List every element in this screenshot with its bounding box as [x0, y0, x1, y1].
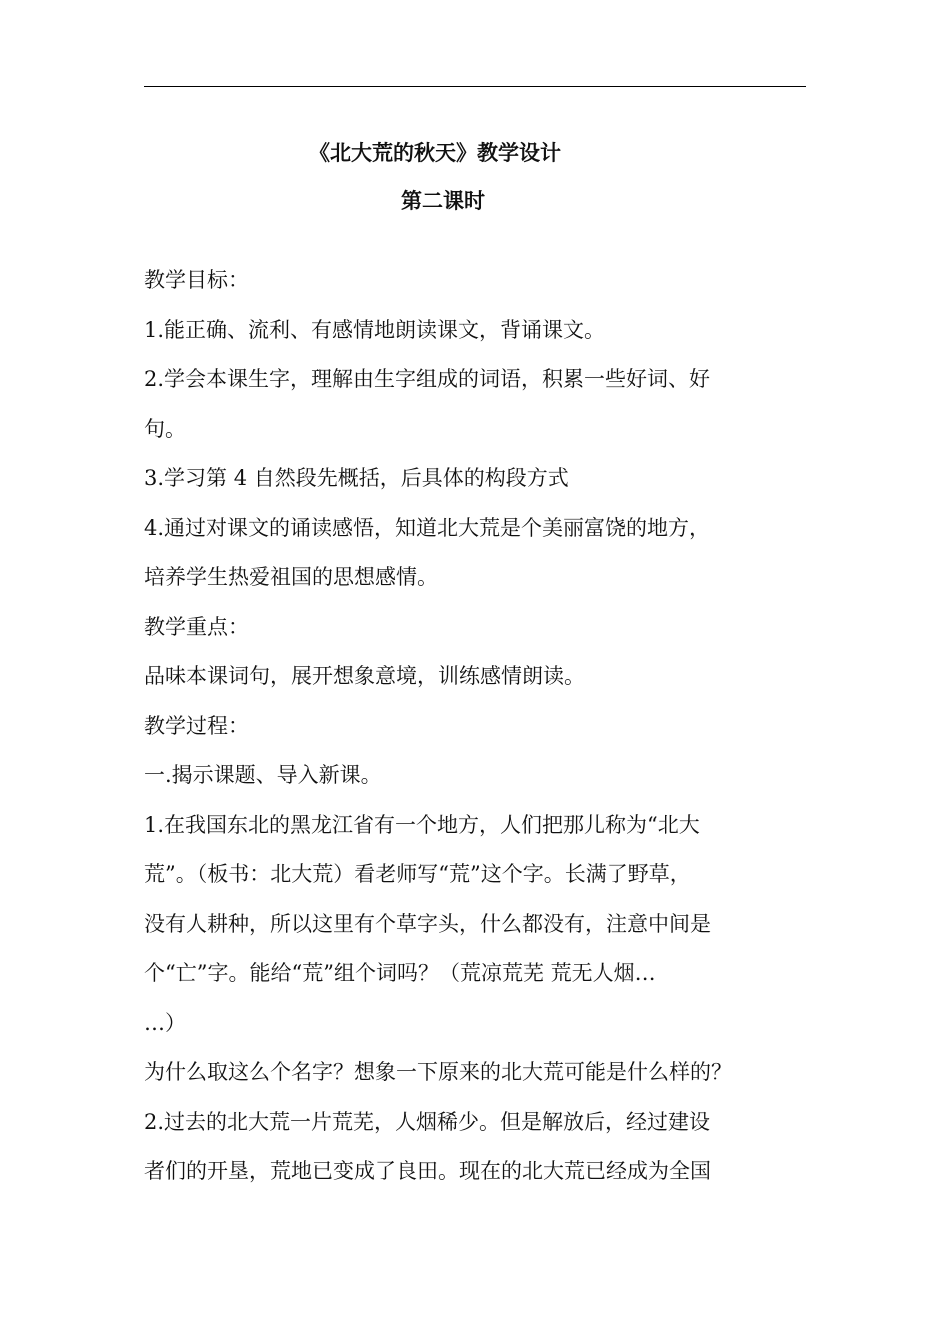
paragraph-line: 荒”。（板书：北大荒）看老师写“荒”这个字。长满了野草， — [144, 862, 691, 886]
paragraph-line: 2.过去的北大荒一片荒芜，人烟稀少。但是解放后，经过建设 — [144, 1109, 711, 1134]
section-heading-key-points: 教学重点： — [144, 614, 249, 639]
paragraph-line: 为什么取这么个名字？想象一下原来的北大荒可能是什么样的？ — [144, 1060, 732, 1084]
section-heading-process: 教学过程： — [144, 713, 249, 738]
process-step-1-heading: 一.揭示课题、导入新课。 — [144, 763, 382, 787]
objective-4: 4.通过对课文的诵读感悟，知道北大荒是个美丽富饶的地方， — [144, 515, 711, 540]
document-title: 《北大荒的秋天》教学设计 — [309, 141, 561, 165]
paragraph-line: 没有人耕种，所以这里有个草字头，什么都没有，注意中间是 — [144, 911, 711, 936]
header-rule — [144, 86, 806, 87]
objective-1: 1.能正确、流利、有感情地朗读课文，背诵课文。 — [144, 317, 606, 342]
paragraph-line: 个“亡”字。能给“荒”组个词吗？（荒凉荒芜 荒无人烟… — [144, 961, 656, 985]
paragraph-line: …） — [144, 1010, 186, 1035]
paragraph-line: 1.在我国东北的黑龙江省有一个地方，人们把那儿称为“北大 — [144, 812, 700, 837]
objective-2-continued: 句。 — [144, 416, 186, 441]
objective-4-continued: 培养学生热爱祖国的思想感情。 — [144, 565, 438, 589]
objective-2: 2.学会本课生字，理解由生字组成的词语，积累一些好词、好 — [144, 367, 711, 391]
paragraph-line: 者们的开垦，荒地已变成了良田。现在的北大荒已经成为全国 — [144, 1159, 711, 1183]
key-points-text: 品味本课词句，展开想象意境，训练感情朗读。 — [144, 664, 585, 688]
section-heading-objectives: 教学目标： — [144, 268, 249, 292]
document-subtitle: 第二课时 — [401, 189, 485, 213]
document-body — [144, 256, 806, 1197]
objective-3: 3.学习第 4 自然段先概括，后具体的构段方式 — [144, 466, 569, 490]
